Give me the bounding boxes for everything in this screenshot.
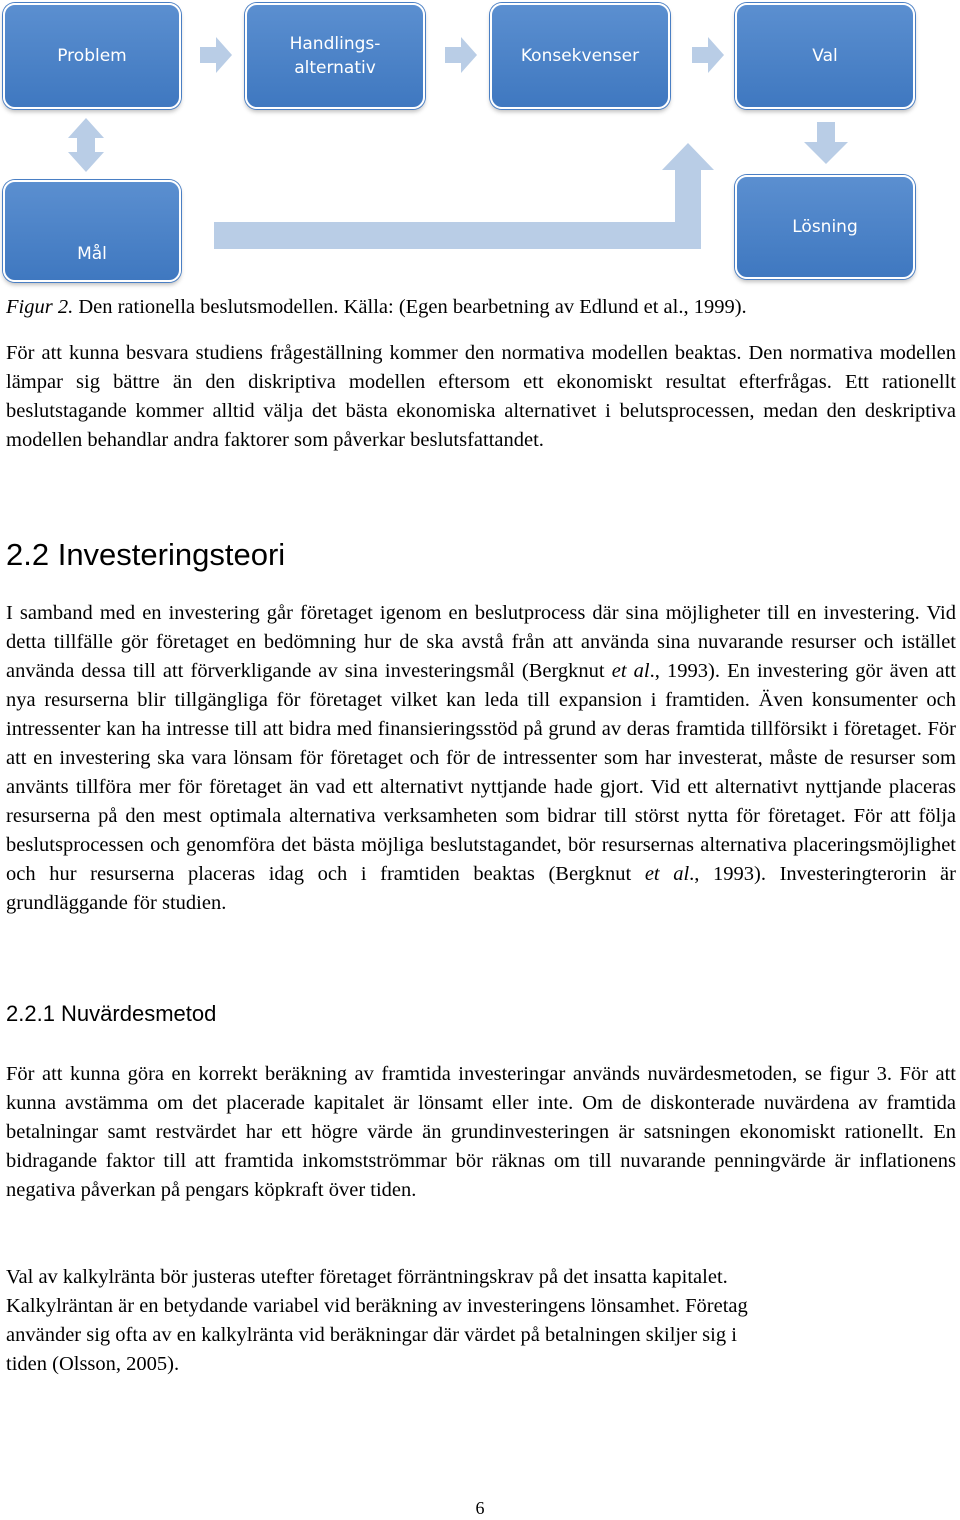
figure-caption <box>6 296 747 319</box>
box-alternatives: Handlings- alternativ <box>245 3 425 109</box>
page-number: 6 <box>475 1498 485 1518</box>
discount-rate-line-1: Val av kalkylränta bör justeras utefter företaget förräntningskrav på det insatta kapitalet. <box>6 1266 728 1288</box>
arrow-implementation-loop <box>214 143 714 249</box>
decision-model-diagram <box>0 0 960 290</box>
arrow-consequences-to-choice <box>692 37 724 73</box>
box-problem: Problem <box>3 3 181 109</box>
figure-label: Figur 2. <box>6 296 74 318</box>
investment-text-part-2: ., 1993). En investering gör även att nya resurserna blir tillgängliga för företaget vilket kan leda till expansion i framtiden. Även konsumenter och intressenter kan ha intresse till att bidra med finansieringsstöd på grund av deras framtida tillförsikt i företaget. För att en investering ska vara lönsam för företaget och för de intressenter som har investerat, måste de resurser som använts tillföra mer för företaget än vad ett alternativt nyttjande hade gjort. Vid ett alternativt nyttjande placeras resurserna på den mest optimala alternativa verksamheten som bidrar till störst nytta för företaget. För att följa beslutsprocessen och genomföra det bästa möjliga beslutstagandet, bör resursernas alternativa placeringsmöjlighet och hur resurserna placeras idag och i framtiden beaktas (Bergknut <box>6 660 956 885</box>
box-solution: Lösning <box>735 175 915 279</box>
citation-et-al-2: et al <box>644 863 690 885</box>
box-goal: Mål <box>3 180 181 282</box>
heading-investment-theory: 2.2 Investeringsteori <box>6 537 286 572</box>
paragraph-discount-rate <box>6 1263 956 1379</box>
box-choice: Val <box>735 3 915 109</box>
arrow-problem-to-alternatives <box>200 37 232 73</box>
discount-rate-line-4: tiden (Olsson, 2005). <box>6 1353 180 1375</box>
discount-rate-line-3: använder sig ofta av en kalkylränta vid beräkningar där värdet på betalningen skiljer sig i <box>6 1324 737 1346</box>
arrow-problem-goal-bidirectional <box>68 118 104 172</box>
investment-text-part-1: I samband med en investering går företaget igenom en beslutprocess där sina möjligheter till en investering. Vid detta tillfälle gör företaget en bedömning hur de ska avstå från att använda sina nuvarande resurser och istället använda dessa till att förverkligande av sina investeringsmål (Bergknut <box>6 602 956 682</box>
heading-present-value-method: 2.2.1 Nuvärdesmetod <box>6 1001 217 1026</box>
paragraph-present-value: För att kunna göra en korrekt beräkning av framtida investeringar används nuvärdesmetoden, se figur 3. För att kunna avstämma om det placerade kapitalet är lönsamt eller inte. Om de diskonterade nuvärdena av framtida betalningar samt restvärdet har ett högre värde än grundinvesteringen är satsningen ekonomiskt rationellt. En bidragande faktor till att framtida inkomstströmmar bör räknas om till nuvarande penningvärde är inflationens negativa påverkan på pengars köpkraft över tiden. <box>6 1063 956 1201</box>
investment-text-part-3: ., 1993). Investeringterorin är grundläggande för studien. <box>6 863 956 914</box>
paragraph-investment-theory <box>6 599 956 918</box>
citation-et-al-1: et al <box>611 660 650 682</box>
paragraph-normative-model: För att kunna besvara studiens frågeställning kommer den normativa modellen beaktas. Den normativa modellen lämpar sig bättre än den diskriptiva modellen eftersom ett ekonomiskt resultat efterfrågas. Ett rationellt beslutstagande kommer alltid välja det bästa ekonomiska alternativet i belutsprocessen, medan den deskriptiva modellen behandlar andra faktorer som påverkar beslutsfattandet. <box>6 342 956 451</box>
figure-caption-text: Den rationella beslutsmodellen. Källa: (Egen bearbetning av Edlund et al., 1999). <box>73 296 747 318</box>
box-consequences: Konsekvenser <box>490 3 670 109</box>
discount-rate-line-2: Kalkylräntan är en betydande variabel vid beräkning av investeringens lönsamhet. Företag <box>6 1295 748 1317</box>
arrow-choice-to-solution <box>804 122 848 164</box>
arrow-alternatives-to-consequences <box>445 37 477 73</box>
